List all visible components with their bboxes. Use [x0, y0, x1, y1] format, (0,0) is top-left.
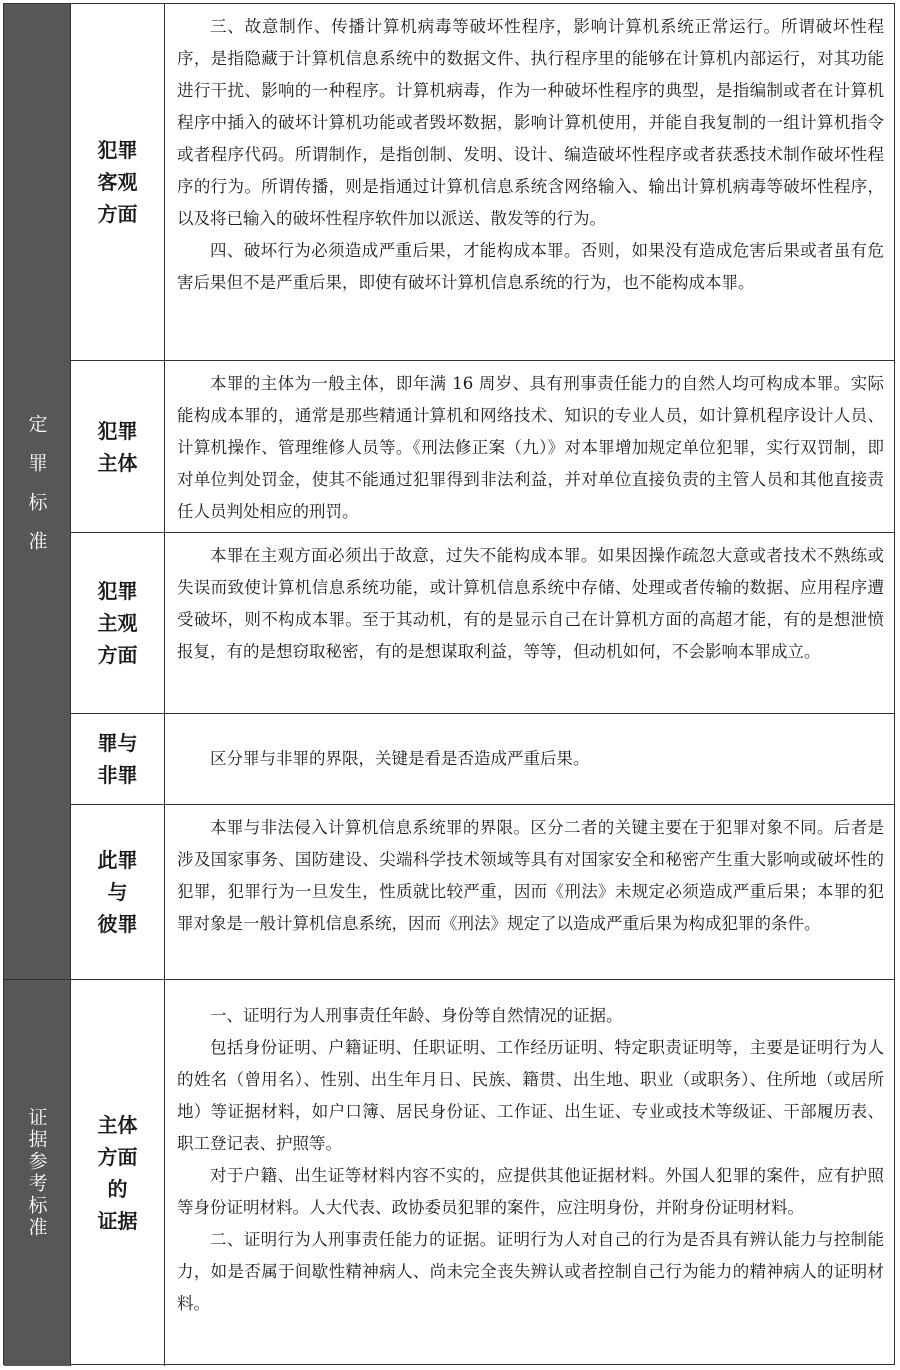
section-evidence-label: 证据参考标准 — [25, 1107, 48, 1239]
paragraph: 二、证明行为人刑事责任能力的证据。证明行为人对自己的行为是否具有辨认能力与控制能力，如是否属于间歇性精神病人、尚未完全丧失辨认或者控制自己行为能力的精神病人的证明材料。 — [177, 1230, 884, 1313]
paragraph: 区分罪与非罪的界限，关键是看是否造成严重后果。 — [210, 749, 590, 768]
paragraph: 一、证明行为人刑事责任年龄、身份等自然情况的证据。 — [210, 1006, 623, 1025]
paragraph: 四、破坏行为必须造成严重后果，才能构成本罪。否则，如果没有造成危害后果或者虽有危害后果但不是严重后果，即使有破坏计算机信息系统的行为，也不能构成本罪。 — [177, 241, 884, 292]
row-label-subjective: 犯罪 主观 方面 — [71, 533, 165, 714]
paragraph: 本罪在主观方面必须出于故意，过失不能构成本罪。如果因操作疏忽大意或者技术不熟练或失误而致使计算机信息系统功能，或计算机信息系统中存储、处理或者传输的数据、应用程序遭受破坏，则不构成本罪。至于其动机，有的是显示自己在计算机方面的高超才能，有的是想泄愤报复，有的是想窃取秘密，有的是想谋取利益，等等，但动机如何，不会影响本罪成立。 — [177, 546, 884, 661]
row-content-crime-or-not — [165, 714, 894, 805]
paragraph: 对于户籍、出生证等材料内容不实的，应提供其他证据材料。外国人犯罪的案件，应有护照等身份证明材料。人大代表、政协委员犯罪的案件，应注明身份，并附身份证明材料。 — [177, 1166, 884, 1217]
row-content-subjective — [165, 533, 894, 714]
paragraph: 三、故意制作、传播计算机病毒等破坏性程序，影响计算机系统正常运行。所谓破坏性程序，是指隐藏于计算机信息系统中的数据文件、执行程序里的能够在计算机内部运行，对其功能进行干扰、影响的一种程序。计算机病毒，作为一种破坏性程序的典型，是指编制或者在计算机程序中插入的破坏计算机功能或者毁坏数据，影响计算机使用，并能自我复制的一组计算机指令或者程序代码。所谓制作，是指创制、发明、设计、编造破坏性程序或者获悉技术制作破坏性程序的行为。所谓传播，则是指通过计算机信息系统含网络输入、输出计算机病毒等破坏性程序，以及将已输入的破坏性程序软件加以派送、散发等的行为。 — [177, 17, 884, 228]
criteria-table — [3, 3, 895, 1365]
section-definition-label: 定罪标准 — [25, 413, 48, 570]
row-label-subject-evidence: 主体 方面 的 证据 — [71, 980, 165, 1366]
row-label-subject: 犯罪 主体 — [71, 361, 165, 533]
row-label-objective: 犯罪 客观 方面 — [71, 4, 165, 361]
paragraph: 本罪与非法侵入计算机信息系统罪的界限。区分二者的关键主要在于犯罪对象不同。后者是涉及国家事务、国防建设、尖端科学技术领域等具有对国家安全和秘密产生重大影响或破坏性的犯罪，犯罪行为一旦发生，性质就比较严重，因而《刑法》未规定必须造成严重后果；本罪的犯罪对象是一般计算机信息系统，因而《刑法》规定了以造成严重后果为构成犯罪的条件。 — [177, 818, 884, 933]
row-content-this-vs-other — [165, 805, 894, 980]
paragraph: 本罪的主体为一般主体，即年满 16 周岁、具有刑事责任能力的自然人均可构成本罪。实际能构成本罪的，通常是那些精通计算机和网络技术、知识的专业人员，如计算机程序设计人员、计算机操作、管理维修人员等。《刑法修正案（九）》对本罪增加规定单位犯罪，实行双罚制，即对单位判处罚金，使其不能通过犯罪得到非法利益，并对单位直接负责的主管人员和其他直接责任人员判处相应的刑罚。 — [177, 374, 884, 521]
paragraph: 包括身份证明、户籍证明、任职证明、工作经历证明、特定职责证明等，主要是证明行为人的姓名（曾用名）、性别、出生年月日、民族、籍贯、出生地、职业（或职务）、住所地（或居所地）等证据材料，如户口簿、居民身份证、工作证、出生证、专业或技术等级证、干部履历表、职工登记表、护照等。 — [177, 1038, 884, 1153]
row-label-crime-or-not: 罪与 非罪 — [71, 714, 165, 805]
row-content-objective — [165, 4, 894, 361]
section-evidence-standard — [4, 980, 71, 1366]
section-definition-standard — [4, 4, 71, 980]
row-label-this-vs-other: 此罪 与 彼罪 — [71, 805, 165, 980]
row-content-subject — [165, 361, 894, 533]
row-content-subject-evidence — [165, 980, 894, 1366]
